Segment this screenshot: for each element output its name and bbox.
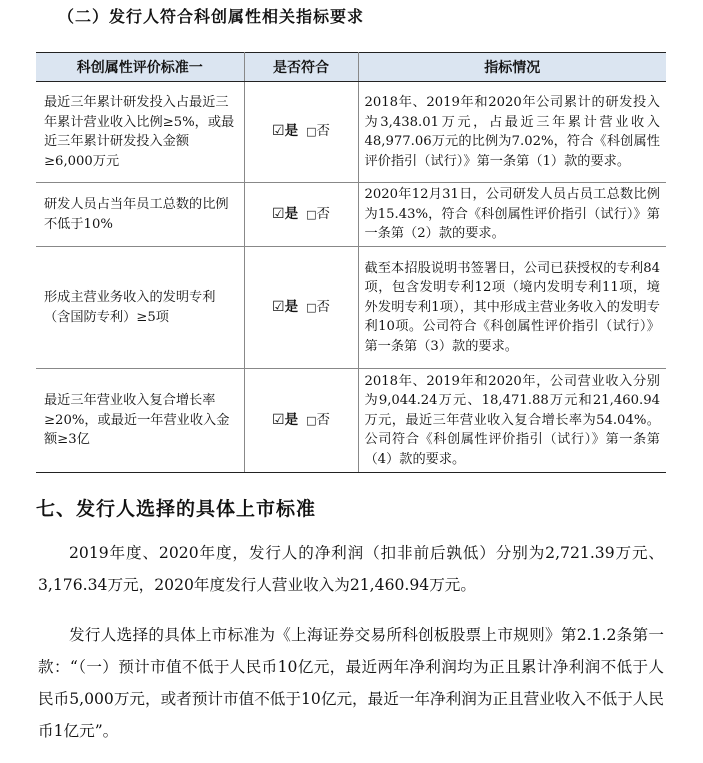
status-cell: 2018年、2019年和2020年公司累计的研发投入为3,438.01万元，占最近三年累计营业收入48,977.06万元的比例为7.02%，符合《科创属性评价指引（试行）》第一条第（1）款的要求。 <box>358 82 666 183</box>
status-cell: 2018年、2019年和2020年，公司营业收入分别为9,044.24万元、18,471.88万元和21,460.94万元，最近三年营业收入复合增长率为54.04%。公司符合《科创属性评价指引（试行）》第一条第（4）款的要求。 <box>358 369 666 473</box>
conform-no-label: 否 <box>316 123 330 140</box>
conform-no-label: 否 <box>316 298 330 315</box>
unchecked-checkbox-icon: □ <box>306 207 317 221</box>
checked-checkbox-icon: ☑ <box>272 298 285 315</box>
unchecked-checkbox-icon: □ <box>306 125 317 139</box>
checked-checkbox-icon: ☑ <box>272 411 285 428</box>
criterion-cell: 形成主营业务收入的发明专利（含国防专利）≥5项 <box>36 247 244 369</box>
status-cell: 截至本招股说明书签署日，公司已获授权的专利84项，包含发明专利12项（境内发明专利11项，境外发明专利1项），其中形成主营业务收入的发明专利10项。公司符合《科创属性评价指引（试行）》第一条第（3）款的要求。 <box>358 247 666 369</box>
table-row <box>36 183 666 247</box>
conform-yes-label: 是 <box>284 205 299 222</box>
header-criterion: 科创属性评价标准一 <box>36 53 244 82</box>
conform-no-label: 否 <box>316 411 330 428</box>
table-row <box>36 82 666 183</box>
checked-checkbox-icon: ☑ <box>272 123 285 140</box>
sci-tech-criteria-table <box>36 52 666 473</box>
unchecked-checkbox-icon: □ <box>306 413 317 427</box>
header-conform: 是否符合 <box>244 53 358 82</box>
checked-checkbox-icon: ☑ <box>272 205 285 222</box>
status-cell: 2020年12月31日，公司研发人员占员工总数比例为15.43%，符合《科创属性评价指引（试行）》第一条第（2）款的要求。 <box>358 183 666 247</box>
conform-yes-label: 是 <box>284 298 299 315</box>
criterion-cell: 最近三年营业收入复合增长率≥20%，或最近一年营业收入金额≥3亿 <box>36 369 244 473</box>
conform-no-label: 否 <box>316 205 330 222</box>
table-row <box>36 369 666 473</box>
conform-yes-label: 是 <box>284 411 299 428</box>
criterion-cell: 研发人员占当年员工总数的比例不低于10% <box>36 183 244 247</box>
body-paragraph: 2019年度、2020年度，发行人的净利润（扣非前后孰低）分别为2,721.39万元、3,176.34万元，2020年度发行人营业收入为21,460.94万元。 <box>38 544 664 594</box>
conform-cell <box>244 247 358 369</box>
section-title: 七、发行人选择的具体上市标准 <box>36 498 317 520</box>
subsection-heading: （二）发行人符合科创属性相关指标要求 <box>58 7 365 26</box>
conform-cell <box>244 82 358 183</box>
conform-cell <box>244 183 358 247</box>
table-row <box>36 247 666 369</box>
unchecked-checkbox-icon: □ <box>306 300 317 314</box>
conform-yes-label: 是 <box>284 123 299 140</box>
criterion-cell: 最近三年累计研发投入占最近三年累计营业收入比例≥5%，或最近三年累计研发投入金额≥6,000万元 <box>36 82 244 183</box>
table-header-row <box>36 53 666 82</box>
conform-cell <box>244 369 358 473</box>
body-paragraph: 发行人选择的具体上市标准为《上海证券交易所科创板股票上市规则》第2.1.2条第一款：“（一）预计市值不低于人民币10亿元，最近两年净利润均为正且累计净利润不低于人民币5,000万元，或者预计市值不低于10亿元，最近一年净利润为正且营业收入不低于人民币1亿元”。 <box>38 626 664 740</box>
header-status: 指标情况 <box>358 53 666 82</box>
